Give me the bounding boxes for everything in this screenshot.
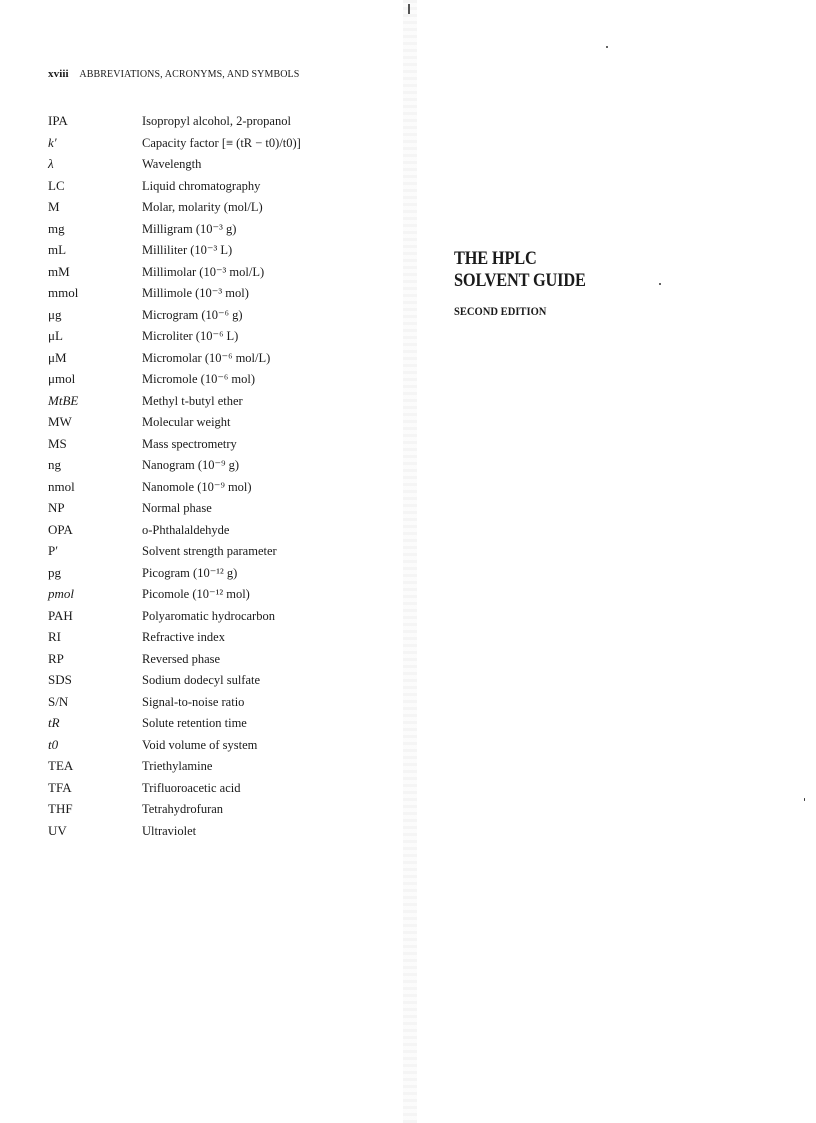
abbreviation-term: SDS	[48, 672, 72, 687]
abbreviation-row	[48, 390, 388, 412]
abbreviation-definition: Milligram (10⁻³ g)	[142, 221, 237, 236]
abbreviation-term: mL	[48, 242, 67, 257]
abbreviation-definition: Nanomole (10⁻⁹ mol)	[142, 479, 252, 494]
abbreviation-term: NP	[48, 500, 65, 515]
abbreviation-row	[48, 368, 388, 390]
abbreviation-term: pg	[48, 564, 61, 580]
abbreviation-definition: Tetrahydrofuran	[142, 802, 224, 816]
abbreviation-term: t0	[48, 736, 59, 752]
abbreviation-row	[48, 497, 388, 519]
abbreviation-row	[48, 734, 388, 756]
abbreviation-row	[48, 433, 388, 455]
scan-speck	[659, 283, 661, 285]
abbreviation-term: nmol	[48, 478, 75, 494]
abbreviation-definition: Sodium dodecyl sulfate	[142, 673, 261, 687]
abbreviation-term: THF	[48, 801, 73, 816]
abbreviation-term: mM	[48, 263, 70, 279]
abbreviation-term: μg	[48, 306, 62, 322]
abbreviation-row	[48, 777, 388, 799]
abbreviation-definition: Ultraviolet	[142, 823, 197, 838]
abbreviation-definition: Picogram (10⁻¹² g)	[142, 565, 238, 580]
abbreviation-definition: Normal phase	[142, 501, 212, 515]
abbreviation-definition: Molecular weight	[142, 415, 231, 429]
abbreviation-definition: Micromole (10⁻⁶ mol)	[142, 372, 256, 386]
abbreviation-term: RP	[48, 650, 64, 666]
page-gutter	[403, 0, 417, 1123]
abbreviation-term: λ	[48, 156, 54, 171]
abbreviation-term: LC	[48, 177, 65, 193]
abbreviation-row	[48, 669, 388, 691]
abbreviation-term: MS	[48, 435, 67, 451]
abbreviation-row	[48, 691, 388, 713]
abbreviation-definition: Trifluoroacetic acid	[142, 780, 241, 795]
abbreviation-row	[48, 239, 388, 261]
abbreviation-term: P′	[48, 543, 59, 558]
abbreviation-definition: Nanogram (10⁻⁹ g)	[142, 458, 240, 472]
abbreviation-row	[48, 175, 388, 197]
abbreviation-term: UV	[48, 822, 67, 838]
abbreviation-term: OPA	[48, 521, 73, 537]
abbreviation-row	[48, 712, 388, 734]
abbreviation-row	[48, 605, 388, 627]
abbreviation-definition: Void volume of system	[142, 737, 258, 752]
abbreviation-definition: Molar, molarity (mol/L)	[142, 200, 263, 214]
abbreviation-row	[48, 626, 388, 648]
abbreviation-definition: Methyl t-butyl ether	[142, 393, 243, 408]
scan-speck	[804, 798, 805, 801]
abbreviation-definition: Milliliter (10⁻³ L)	[142, 243, 233, 257]
abbreviation-list	[48, 110, 388, 841]
abbreviation-row	[48, 820, 388, 842]
abbreviation-row	[48, 648, 388, 670]
book-title-line-2: SOLVENT GUIDE	[454, 270, 586, 291]
abbreviation-term: RI	[48, 629, 61, 644]
abbreviation-term: mg	[48, 220, 65, 236]
abbreviation-row	[48, 132, 388, 154]
abbreviation-term: mmol	[48, 285, 79, 300]
abbreviation-row	[48, 282, 388, 304]
abbreviation-definition: Solute retention time	[142, 716, 247, 730]
running-head-title: ABBREVIATIONS, ACRONYMS, AND SYMBOLS	[79, 69, 300, 80]
abbreviation-definition: Solvent strength parameter	[142, 544, 277, 558]
abbreviation-term: MW	[48, 414, 72, 429]
gutter-mark	[408, 4, 410, 14]
abbreviation-definition: Microliter (10⁻⁶ L)	[142, 329, 239, 343]
abbreviation-row	[48, 798, 388, 820]
abbreviation-term: pmol	[48, 586, 74, 601]
abbreviation-row	[48, 196, 388, 218]
abbreviation-term: μL	[48, 328, 63, 343]
abbreviation-definition: Signal-to-noise ratio	[142, 694, 245, 709]
page-number: xviii	[48, 68, 69, 80]
abbreviation-definition: Micromolar (10⁻⁶ mol/L)	[142, 350, 271, 365]
abbreviation-definition: Capacity factor [≡ (tR − t0)/t0)]	[142, 135, 301, 150]
abbreviation-row	[48, 218, 388, 240]
abbreviation-definition: Refractive index	[142, 630, 225, 644]
abbreviation-row	[48, 476, 388, 498]
running-head	[48, 68, 299, 80]
abbreviation-term: TEA	[48, 758, 74, 773]
abbreviation-definition: Mass spectrometry	[142, 436, 237, 451]
abbreviation-definition: Millimole (10⁻³ mol)	[142, 286, 249, 300]
abbreviation-definition: Wavelength	[142, 157, 202, 171]
abbreviation-row	[48, 347, 388, 369]
abbreviation-row	[48, 325, 388, 347]
abbreviation-term: S/N	[48, 693, 69, 709]
abbreviation-definition: Isopropyl alcohol, 2-propanol	[142, 114, 291, 128]
abbreviation-term: M	[48, 199, 60, 214]
abbreviation-term: ng	[48, 457, 61, 472]
abbreviation-definition: Microgram (10⁻⁶ g)	[142, 307, 243, 322]
abbreviation-term: μmol	[48, 371, 76, 386]
book-title-line-1: THE HPLC	[454, 248, 537, 269]
abbreviation-row	[48, 261, 388, 283]
abbreviation-term: TFA	[48, 779, 72, 795]
abbreviation-definition: Triethylamine	[142, 759, 213, 773]
abbreviation-definition: Polyaromatic hydrocarbon	[142, 608, 275, 623]
abbreviation-row	[48, 519, 388, 541]
abbreviation-row	[48, 583, 388, 605]
abbreviation-row	[48, 540, 388, 562]
abbreviation-definition: o-Phthalaldehyde	[142, 522, 230, 537]
abbreviation-row	[48, 755, 388, 777]
edition-label: SECOND EDITION	[454, 304, 547, 318]
abbreviation-definition: Millimolar (10⁻³ mol/L)	[142, 264, 265, 279]
abbreviation-row	[48, 562, 388, 584]
abbreviation-definition: Reversed phase	[142, 651, 221, 666]
scan-speck	[606, 46, 608, 48]
abbreviation-term: MtBE	[48, 392, 79, 408]
abbreviation-term: IPA	[48, 113, 68, 128]
abbreviation-row	[48, 411, 388, 433]
abbreviation-definition: Liquid chromatography	[142, 178, 261, 193]
abbreviation-row	[48, 110, 388, 132]
abbreviation-term: tR	[48, 715, 60, 730]
abbreviation-definition: Picomole (10⁻¹² mol)	[142, 587, 250, 601]
abbreviation-term: μM	[48, 349, 67, 365]
abbreviation-term: PAH	[48, 607, 73, 623]
abbreviation-term: k′	[48, 134, 57, 150]
abbreviation-row	[48, 454, 388, 476]
abbreviation-row	[48, 153, 388, 175]
book-title	[454, 248, 586, 292]
abbreviation-row	[48, 304, 388, 326]
